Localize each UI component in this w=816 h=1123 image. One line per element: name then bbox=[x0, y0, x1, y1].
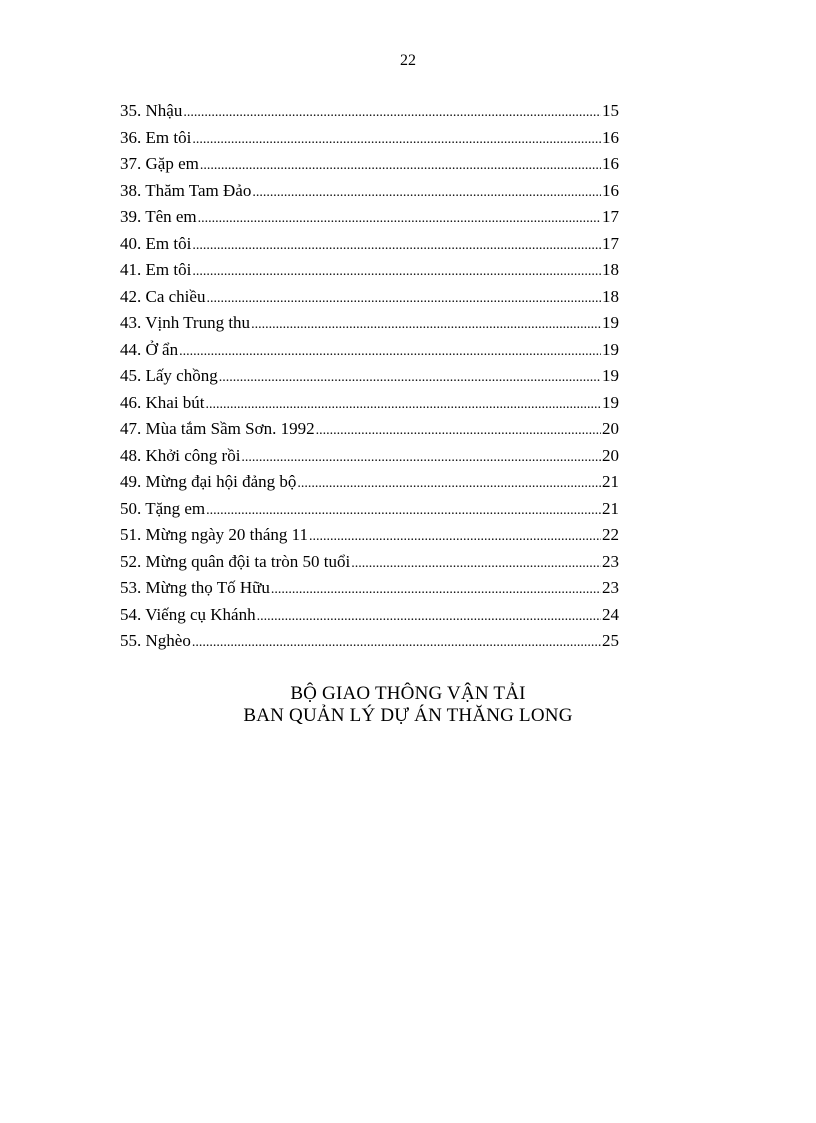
toc-leader-dots bbox=[179, 344, 601, 360]
toc-entry-page: 23 bbox=[602, 551, 619, 571]
toc-entry-page: 17 bbox=[602, 233, 619, 253]
toc-entry bbox=[120, 154, 619, 181]
toc-leader-dots bbox=[192, 132, 601, 148]
toc-entry-page: 25 bbox=[602, 631, 619, 650]
toc-entry-page: 15 bbox=[602, 101, 619, 120]
toc-entry bbox=[120, 234, 619, 261]
toc-entry-title: 53. Mừng thọ Tố Hữu bbox=[120, 578, 270, 597]
toc-leader-dots bbox=[206, 291, 601, 307]
toc-entry-title: 44. Ở ẩn bbox=[120, 339, 179, 359]
toc-entry-title: 45. Lấy chồng bbox=[120, 366, 218, 385]
publisher-block bbox=[0, 683, 816, 727]
toc-leader-dots bbox=[257, 609, 601, 625]
toc-leader-dots bbox=[192, 264, 601, 280]
toc-leader-dots bbox=[316, 423, 601, 439]
toc-entry-page: 16 bbox=[602, 180, 619, 200]
toc-entry bbox=[120, 340, 619, 367]
toc-entry bbox=[120, 552, 619, 579]
toc-entry-page: 20 bbox=[602, 419, 619, 438]
toc-entry-page: 19 bbox=[602, 339, 619, 359]
toc-leader-dots bbox=[351, 556, 601, 572]
toc-entry-page: 21 bbox=[602, 498, 619, 518]
toc-entry-page: 18 bbox=[602, 286, 619, 306]
toc-entry-title: 40. Em tôi bbox=[120, 233, 192, 253]
toc-leader-dots bbox=[198, 211, 601, 227]
publisher-board: BAN QUẢN LÝ DỰ ÁN THĂNG LONG bbox=[243, 705, 573, 726]
toc-entry-title: 54. Viếng cụ Khánh bbox=[120, 604, 256, 624]
toc-entry bbox=[120, 287, 619, 314]
toc-entry-title: 51. Mừng ngày 20 tháng 11 bbox=[120, 525, 309, 544]
toc-entry-title: 35. Nhậu bbox=[120, 101, 183, 120]
toc-entry-page: 20 bbox=[602, 445, 619, 465]
toc-entry-title: 49. Mừng đại hội đảng bộ bbox=[120, 472, 297, 491]
toc-entry-page: 24 bbox=[602, 604, 619, 624]
toc-entry-page: 19 bbox=[602, 366, 619, 385]
toc-entry bbox=[120, 499, 619, 526]
toc-entry-page: 19 bbox=[602, 313, 619, 332]
toc-leader-dots bbox=[183, 105, 601, 121]
toc-entry-page: 16 bbox=[602, 127, 619, 147]
publisher-ministry: BỘ GIAO THÔNG VẬN TẢI bbox=[290, 683, 526, 704]
toc-entry-title: 42. Ca chiều bbox=[120, 286, 206, 306]
toc-leader-dots bbox=[192, 635, 601, 651]
toc-entry-title: 48. Khởi công rồi bbox=[120, 445, 241, 465]
toc-entry bbox=[120, 260, 619, 287]
toc-leader-dots bbox=[206, 397, 601, 413]
toc-entry bbox=[120, 446, 619, 473]
toc-entry bbox=[120, 366, 619, 393]
toc-leader-dots bbox=[200, 158, 601, 174]
toc-entry bbox=[120, 472, 619, 499]
toc-entry bbox=[120, 313, 619, 340]
toc-leader-dots bbox=[251, 317, 601, 333]
toc-entry bbox=[120, 525, 619, 552]
toc-leader-dots bbox=[241, 450, 601, 466]
toc-entry-title: 50. Tặng em bbox=[120, 498, 206, 518]
toc-entry bbox=[120, 207, 619, 234]
toc-leader-dots bbox=[219, 370, 601, 386]
toc-entry-page: 16 bbox=[602, 154, 619, 173]
toc-leader-dots bbox=[297, 476, 601, 492]
toc-entry-page: 17 bbox=[602, 207, 619, 226]
toc-entry bbox=[120, 393, 619, 420]
toc-entry bbox=[120, 605, 619, 632]
toc-entry-title: 46. Khai bút bbox=[120, 392, 205, 412]
toc-entry bbox=[120, 101, 619, 128]
toc-entry-page: 22 bbox=[602, 525, 619, 544]
toc-entry bbox=[120, 578, 619, 605]
toc-entry-title: 36. Em tôi bbox=[120, 127, 192, 147]
toc-entry-title: 39. Tên em bbox=[120, 207, 197, 226]
toc-entry-title: 41. Em tôi bbox=[120, 260, 192, 279]
toc-leader-dots bbox=[271, 582, 601, 598]
toc-leader-dots bbox=[206, 503, 601, 519]
toc-entry bbox=[120, 128, 619, 155]
toc-entry bbox=[120, 631, 619, 658]
toc-leader-dots bbox=[192, 238, 601, 254]
toc-entry-title: 52. Mừng quân đội ta tròn 50 tuổi bbox=[120, 551, 351, 571]
toc-entry-page: 19 bbox=[602, 392, 619, 412]
toc-entry bbox=[120, 181, 619, 208]
toc-entry bbox=[120, 419, 619, 446]
table-of-contents bbox=[120, 101, 619, 658]
toc-entry-title: 38. Thăm Tam Đảo bbox=[120, 180, 252, 200]
toc-entry-page: 23 bbox=[602, 578, 619, 597]
toc-leader-dots bbox=[309, 529, 601, 545]
toc-entry-title: 47. Mùa tắm Sầm Sơn. 1992 bbox=[120, 419, 315, 438]
toc-entry-page: 21 bbox=[602, 472, 619, 491]
toc-entry-title: 37. Gặp em bbox=[120, 154, 199, 173]
toc-leader-dots bbox=[252, 185, 601, 201]
toc-entry-title: 55. Nghèo bbox=[120, 631, 191, 650]
toc-entry-title: 43. Vịnh Trung thu bbox=[120, 313, 251, 332]
toc-entry-page: 18 bbox=[602, 260, 619, 279]
page-number: 22 bbox=[400, 52, 416, 69]
